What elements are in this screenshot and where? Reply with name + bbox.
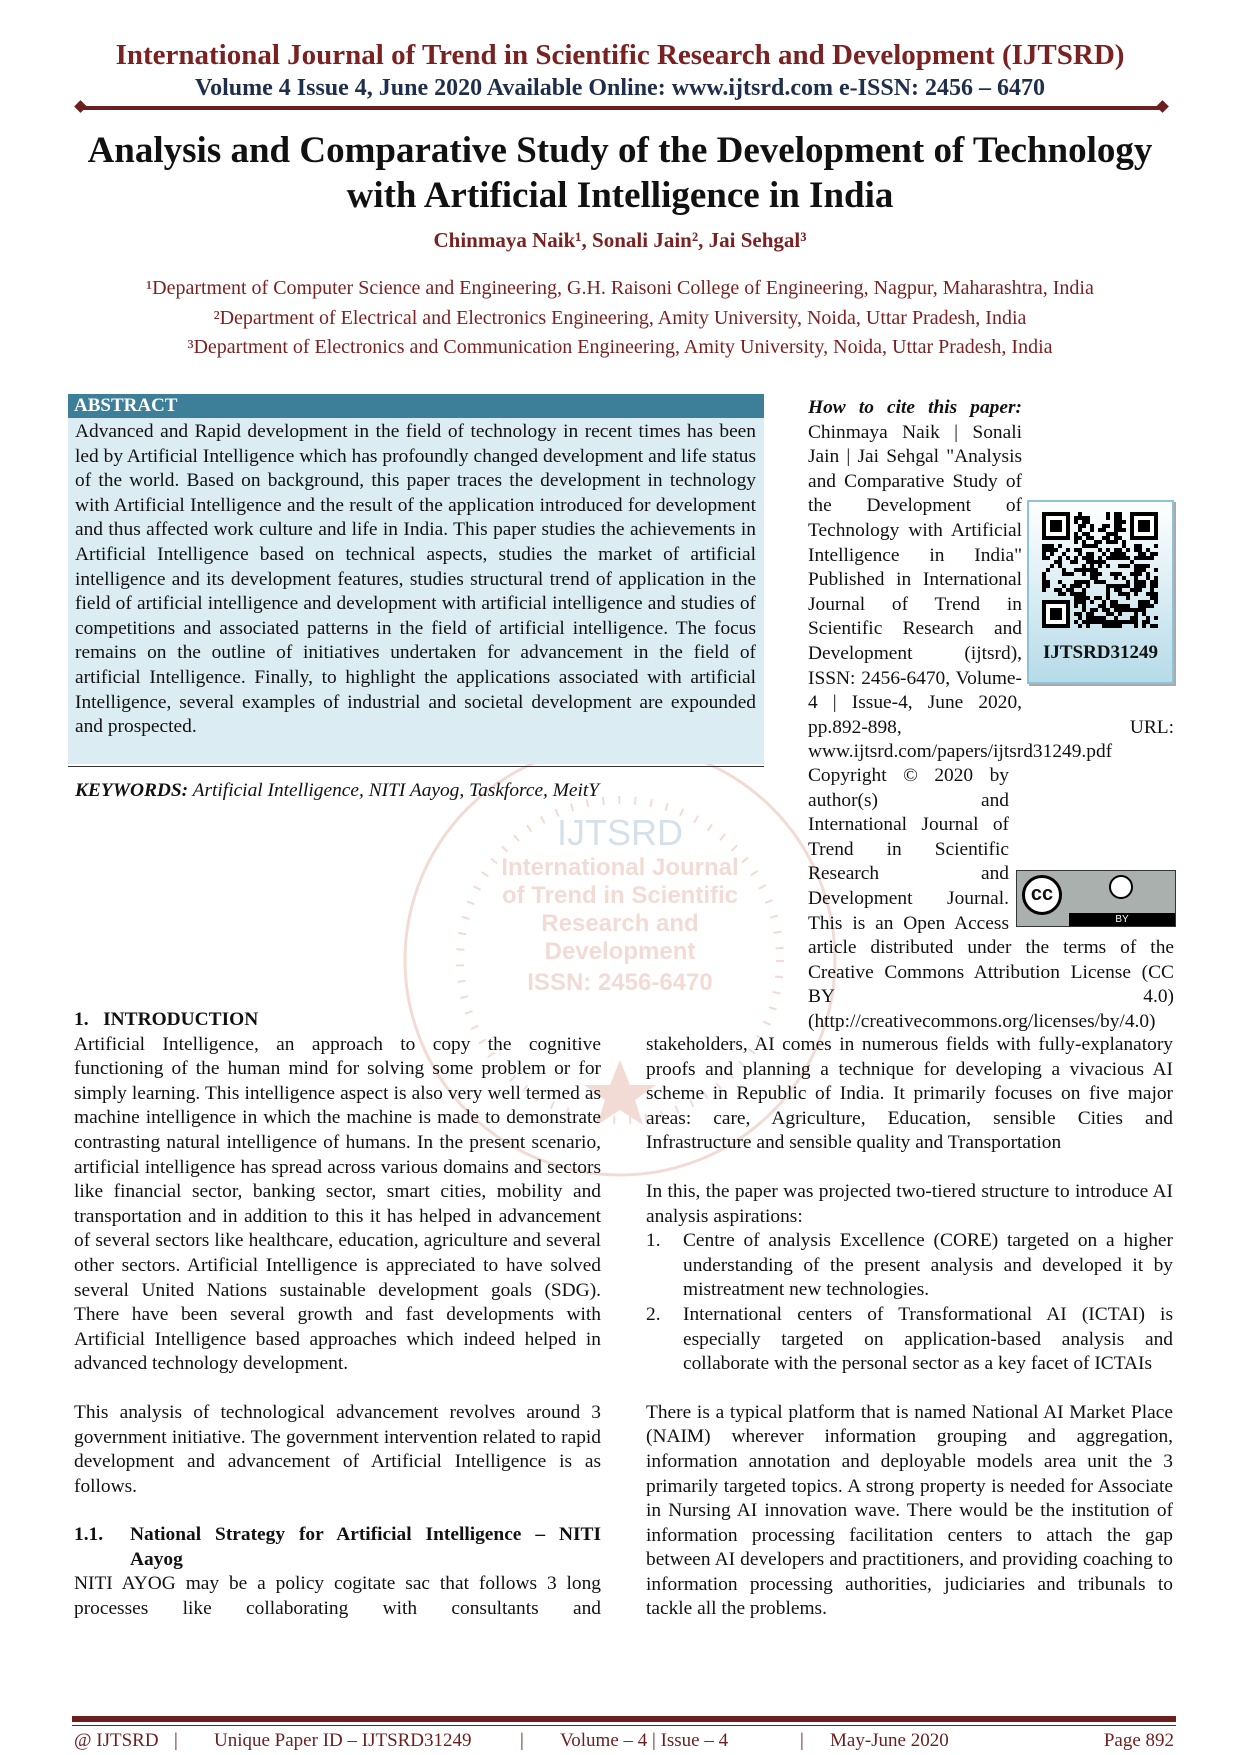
- keywords: [75, 780, 765, 802]
- watermark-text: International Journal: [501, 854, 739, 881]
- section-heading-introduction: 1. INTRODUCTION: [74, 1009, 259, 1030]
- journal-volume-line: Volume 4 Issue 4, June 2020 Available Online: www.ijtsrd.com e-ISSN: 2456 – 6470: [194, 75, 1046, 101]
- footer-separator: |: [174, 1730, 178, 1751]
- page-footer: [74, 1730, 1174, 1752]
- subsection-number: 1.1.: [74, 1524, 104, 1546]
- cc-by-license-badge[interactable]: [1016, 870, 1176, 927]
- journal-title: International Journal of Trend in Scientific Research and Development (IJTSRD): [115, 39, 1125, 71]
- paragraph: Artificial Intelligence, an approach to copy the cognitive functioning of the human mind for solving some problem or for simply learning. This intelligence aspect is also very well termed as machine intelligence in which the machine is made to demonstrate contrasting natural intelligence of humans. In the present scenario, artificial intelligence has spread across various domains and sectors like financial sector, banking sector, smart cities, mobility and transportation and in addition to this it has helped in advancement of several sectors like healthcare, education, agriculture and several other sectors. Artificial Intelligence is appreciated to have solved several United Nations sustainable development goals (SDG). There have been several growth and fast developments with Artificial Intelligence based approaches which indeed helped in advanced technology development.: [74, 1033, 601, 1375]
- footer-separator: |: [520, 1730, 524, 1751]
- watermark-text: Development: [544, 938, 696, 965]
- footer-date: May-June 2020: [830, 1730, 949, 1751]
- paragraph: In this, the paper was projected two-tiered structure to introduce AI analysis aspirations:: [646, 1180, 1173, 1227]
- footer-separator: |: [800, 1730, 804, 1751]
- subsection-heading: [74, 1523, 601, 1572]
- footer-rule-thick: [72, 1716, 1176, 1722]
- watermark-text: of Trend in Scientific: [501, 882, 739, 909]
- paragraph: NITI AYOG may be a policy cogitate sac that follows 3 long processes like collaborating with consultants and: [74, 1573, 601, 1620]
- attribution-person-icon: [1109, 875, 1133, 899]
- keywords-value: Artificial Intelligence, NITI Aayog, Taskforce, MeitY: [188, 780, 600, 801]
- abstract-box: [68, 394, 764, 764]
- paragraph: This analysis of technological advancement revolves around 3 government initiative. The government intervention related to rapid development and advancement of Artificial Intelligence is as follows.: [74, 1401, 601, 1497]
- footer-rule-thin: [72, 1725, 1176, 1726]
- affiliation: ³Department of Electronics and Communication Engineering, Amity University, Noida, Uttar Pradesh, India: [187, 336, 1053, 358]
- footer-copyright: @ IJTSRD: [74, 1730, 159, 1751]
- footer-page: Page 892: [1103, 1730, 1174, 1751]
- cc-label: cc: [1030, 883, 1054, 905]
- left-column: [74, 1008, 601, 1622]
- paper-id-label: IJTSRD31249: [1042, 642, 1159, 663]
- abstract-body: Advanced and Rapid development in the field of technology in recent times has been led by Artificial Intelligence which has profoundly changed development and life status of the world. Based on background, this paper traces the development in technology with Artificial Intelligence and the result of the application introduced for development and thus affected work culture and life in India. This paper studies the achievements in Artificial Intelligence based on technical aspects, studies the market of artificial intelligence and its development features, studies structural trend of application in the field of artificial intelligence and development with artificial intelligence and studies of competitions and associated patterns in the field of artificial intelligence. The focus remains on the outline of initiatives undertaken for advancement in the field of artificial Intelligence. Finally, to highlight the applications associated with artificial Intelligence, several examples of industrial and societal development are expounded and prospected.: [75, 421, 756, 738]
- list-text: Centre of analysis Excellence (CORE) targeted on a higher understanding of the present analysis and developed it by mistreatment new technologies.: [683, 1230, 1173, 1301]
- list-number: 1.: [646, 1230, 661, 1252]
- footer-volume: Volume – 4 | Issue – 4: [560, 1730, 729, 1751]
- affiliation: ¹Department of Computer Science and Engineering, G.H. Raisoni College of Engineering, Nagpur, Maharashtra, India: [146, 277, 1094, 299]
- authors: Chinmaya Naik¹, Sonali Jain², Jai Sehgal³: [433, 228, 807, 252]
- affiliation: ²Department of Electrical and Electronics Engineering, Amity University, Noida, Uttar Pradesh, India: [213, 306, 1027, 329]
- watermark-text: Research and: [541, 910, 699, 937]
- affiliations: [0, 274, 1240, 363]
- cite-text: Chinmaya Naik | Sonali Jain | Jai Sehgal "Analysis and Comparative Study of the Development of Technology with Artificial Intelligence in India" Published in International Journal of Trend in Scientific Research and Development (ijtsrd), ISSN: 2456-6470, Volume-4 | Issue-4, June 2020, pp.892-898, URL: www.ijtsrd.com/papers/ijtsrd31249.pdf: [808, 421, 1174, 763]
- numbered-list: [646, 1229, 1173, 1377]
- qr-code-icon: [1042, 512, 1158, 628]
- watermark-text: IJTSRD: [557, 812, 683, 853]
- footer-paper-id: Unique Paper ID – IJTSRD31249: [214, 1730, 472, 1751]
- by-label: BY: [1115, 914, 1129, 925]
- header-rule: [82, 106, 1162, 110]
- paper-title: Analysis and Comparative Study of the Development of Technology with Artificial Intelligence in India: [87, 130, 1153, 216]
- list-text: International centers of Transformational AI (ICTAI) is especially targeted on application-based analysis and collaborate with the personal sector as a key facet of ICTAIs: [683, 1303, 1173, 1375]
- cite-label: How to cite this paper:: [808, 397, 1022, 418]
- rule-diamond-right: [1156, 100, 1169, 113]
- copyright-text: Copyright © 2020 by author(s) and International Journal of Trend in Scientific Research and Development Journal. This is an Open Access article distributed under the terms of the Creative Commons Attribution License (CC BY 4.0) (http://creativecommons.org/licenses/by/4.0): [808, 765, 1174, 1032]
- list-item: [646, 1229, 1173, 1303]
- list-number: 2.: [646, 1303, 661, 1325]
- right-column: [646, 1033, 1173, 1622]
- paragraph: There is a typical platform that is named National AI Market Place (NAIM) wherever information grouping and aggregation, information annotation and deployable models area unit the 3 primarily targeted topics. A strong property is needed for Associate in Nursing AI innovation wave. There would be the institution of information processing facilitation centers to attach the gap between AI developers and practitioners, and providing coaching to information processing authorities, judiciaries and tribunals to tackle all the problems.: [646, 1401, 1173, 1620]
- list-item: [646, 1303, 1173, 1377]
- watermark-text: ISSN: 2456-6470: [527, 969, 713, 996]
- rule-diamond-left: [74, 100, 87, 113]
- keywords-label: KEYWORDS:: [75, 780, 189, 801]
- qr-code-box[interactable]: [1027, 500, 1174, 684]
- paragraph: stakeholders, AI comes in numerous fields with fully-explanatory proofs and planning a technique for developing a vivacious AI scheme in Republic of India. It primarily focuses on five major areas: care, Agriculture, Education, sensible Cities and Infrastructure and sensible quality and Transportation: [646, 1034, 1173, 1154]
- subsection-title: National Strategy for Artificial Intelligence – NITI Aayog: [130, 1524, 601, 1570]
- abstract-heading: ABSTRACT: [68, 394, 764, 418]
- by-strip: [1069, 913, 1175, 926]
- cc-icon: [1022, 875, 1062, 915]
- divider: [68, 766, 764, 767]
